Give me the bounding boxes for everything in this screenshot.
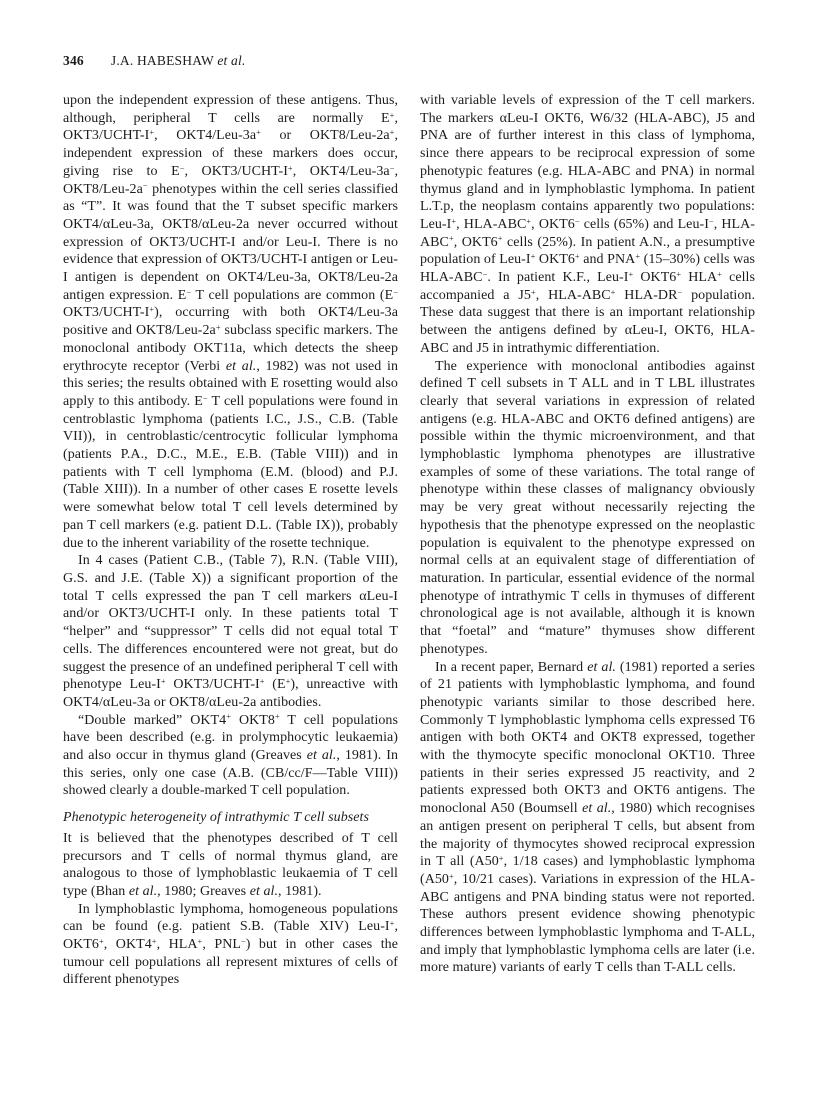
paragraph: In lymphoblastic lymphoma, homogeneous populations can be found (e.g. patient S.B. (Table XIV) Leu-I+, OKT6+, OKT4+, HLA+, PNL−) but in other cases the tumour cell populations all represent mixtures of cells of different phenotypes xyxy=(63,901,398,988)
right-column xyxy=(420,92,755,989)
running-head: J.A. HABESHAW et al. xyxy=(110,53,246,68)
left-column xyxy=(63,92,398,989)
paragraph: It is believed that the phenotypes described of T cell precursors and T cells of normal thymus gland, are analogous to those of lymphoblastic leukaemia of T cell type (Bhan et al., 1980; Greaves et al., 1981). xyxy=(63,830,398,899)
paragraph: The experience with monoclonal antibodies against defined T cell subsets in T ALL and in T LBL illustrates clearly that several variations in expression of related antigens (e.g. HLA-ABC and OKT6 defined antigens) are possible within the thymic microenvironment, and that lymphoblastic lymphoma phenotypes are illustrative examples of some of these variations. The total range of phenotype within these classes of malignancy obviously may be very great without necessarily rejecting the hypothesis that the phenotype expressed on the neoplastic population is equivalent to the phenotype expressed on normal cells at an equivalent stage of differentiation of maturation. In particular, essential evidence of the normal phenotype of intrathymic T cells in thymuses of different chronological age is not available, although it is known that “foetal” and “mature” thymuses show different phenotypes. xyxy=(420,358,755,657)
paragraph: upon the independent expression of these antigens. Thus, although, peripheral T cells are normally E+, OKT3/UCHT-I+, OKT4/Leu-3a+ or OKT8/Leu-2a+, independent expression of these markers does occur, giving rise to E−, OKT3/UCHT-I+, OKT4/Leu-3a−, OKT8/Leu-2a− phenotypes within the cell series classified as “T”. It was found that the T subset specific markers OKT4/αLeu-3a, OKT8/αLeu-2a never occurred without expression of OKT3/UCHT-I and/or Leu-I. There is no evidence that expression of OKT3/UCHT-I antigen or Leu-I antigen is dependent on OKT4/Leu-3a, OKT8/Leu-2a antigen expression. E− T cell populations are common (E− OKT3/UCHT-I+), occurring with both OKT4/Leu-3a positive and OKT8/Leu-2a+ subclass specific markers. The monoclonal antibody OKT11a, which detects the sheep erythrocyte receptor (Verbi et al., 1982) was not used in this series; the results obtained with E rosetting would also apply to this antibody. E− T cell populations were found in centroblastic lymphoma (patients I.C., J.S., C.B. (Table VII)), in centroblastic/centrocytic follicular lymphoma (patients P.A., D.C., M.E., E.B. (Table VIII)) and in patients with T cell lymphoma (E.M. (blood) and P.J. (Table XIII)). In a number of other cases E rosette levels were somewhat below total T cell levels determined by pan T cell markers (e.g. patient D.L. (Table IX)), probably due to the inherent variability of the rosette technique. xyxy=(63,93,399,551)
paragraph: In 4 cases (Patient C.B., (Table 7), R.N. (Table VIII), G.S. and J.E. (Table X)) a significant proportion of the total T cells expressed the pan T cell markers αLeu-I and/or OKT3/UCHT-I only. In these patients total T “helper” and “suppressor” T cells did not equal total T cells. The differences encountered were not great, but do suggest the presence of an undefined peripheral T cell with phenotype Leu-I+ OKT3/UCHT-I+ (E+), unreactive with OKT4/αLeu-3a or OKT8/αLeu-2a antibodies. xyxy=(63,553,398,710)
section-heading: Phenotypic heterogeneity of intrathymic T cell subsets xyxy=(63,810,369,826)
paragraph: with variable levels of expression of the T cell markers. The markers αLeu-I OKT6, W6/32 (HLA-ABC), J5 and PNA are of further interest in this class of lymphoma, since there appears to be reciprocal expression of some phenotypic features (e.g. HLA-ABC and PNA) in normal thymus gland and in lymphoblastic lymphoma. In patient L.T.p, the neoplasm contains apparently two populations: Leu-I+, HLA-ABC+, OKT6− cells (65%) and Leu-I−, HLA-ABC+, OKT6+ cells (25%). In patient A.N., a presumptive population of Leu-I+ OKT6+ and PNA+ (15–30%) cells was HLA-ABC−. In patient K.F., Leu-I+ OKT6+ HLA+ cells accompanied a J5+, HLA-ABC+ HLA-DR− population. These data suggest that there is an important relationship between the antigens defined by αLeu-I, OKT6, HLA-ABC and J5 in intrathymic differentiation. xyxy=(420,93,756,356)
paragraph: In a recent paper, Bernard et al. (1981) reported a series of 21 patients with lymphoblastic lymphoma, and found phenotypic variants similar to those described here. Commonly T lymphoblastic lymphoma cells expressed T6 antigen with both OKT4 and OKT8 expressed, together with the thymocyte specific monoclonal OKT10. Three patients in their series expressed J5 reactivity, and 2 patients expressed both OKT3 and OKT6 antigens. The monoclonal A50 (Boumsell et al., 1980) which recognises an antigen present on peripheral T cells, but absent from the majority of thymocytes showed reciprocal expression in T all (A50+, 1/18 cases) and lymphoblastic lymphoma (A50+, 10/21 cases). Variations in expression of the HLA-ABC antigens and PNA binding status were not reported. These authors present evidence showing phenotypic differences between lymphoblastic lymphoma and T-ALL, and imply that lymphoblastic lymphoma cells are later (i.e. more mature) variants of early T cells than T-ALL cells. xyxy=(420,659,755,976)
paragraph: “Double marked” OKT4+ OKT8+ T cell populations have been described (e.g. in prolymphocytic leukaemia) and also occur in thymus gland (Greaves et al., 1981). In this series, only one case (A.B. (CB/cc/F—Table VIII)) showed clearly a double-marked T cell population. xyxy=(63,712,399,799)
two-column-body xyxy=(63,92,756,989)
page-number: 346 xyxy=(63,53,84,68)
page-header xyxy=(63,53,246,69)
